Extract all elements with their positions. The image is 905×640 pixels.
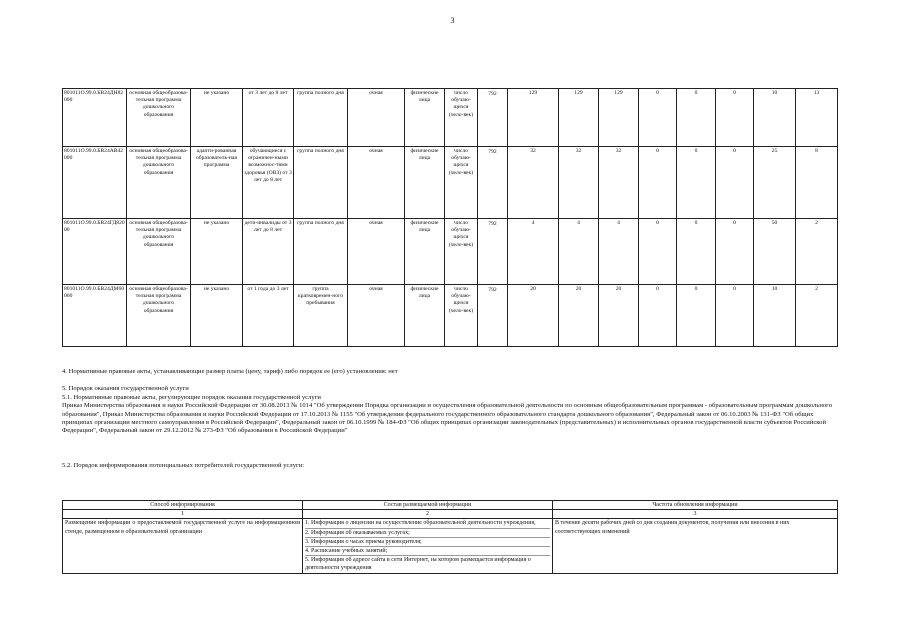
cell-consumer: физические лица <box>405 219 445 285</box>
cell-age: дети-инвалиды от 3 лет до 8 лет <box>243 219 294 285</box>
informing-number-row <box>63 510 838 519</box>
header-contents: Состав размещаемой информации <box>303 501 553 510</box>
cell-value: 0 <box>677 219 716 285</box>
content-item: 2. Информация об оказываемых услугах; <box>305 529 550 538</box>
cell-value: 32 <box>559 147 599 219</box>
cell-value: 129 <box>508 89 559 147</box>
cell-code: 801011О.99.0.БВ24ГД82000 <box>63 219 127 285</box>
cell-age: обучающиеся с ограничен-ными возможнос-тями здоровья (ОВЗ) от 3 лет до 8 лет <box>243 147 294 219</box>
service-volume-table <box>62 88 838 347</box>
cell-value: 4 <box>559 219 599 285</box>
cell-stay: группа полного дня <box>294 147 348 219</box>
header-method: Способ информирования <box>63 501 303 510</box>
section-5-1-title: 5.1. Нормативные правовые акты, регулирующие порядок оказания государственной услуги <box>62 393 321 401</box>
cell-value: 4 <box>599 219 639 285</box>
page-number: 3 <box>450 16 455 25</box>
cell-age: от 1 года до 3 лет <box>243 285 294 347</box>
cell-stay: группа полного дня <box>294 219 348 285</box>
cell-value: 0 <box>677 285 716 347</box>
cell-unit: число обучаю-щихся (чело-век) <box>445 219 478 285</box>
cell-unit: число обучаю-щихся (чело-век) <box>445 147 478 219</box>
table-row <box>63 219 838 285</box>
cell-okei: 792 <box>478 89 508 147</box>
cell-unit: число обучаю-щихся (чело-век) <box>445 89 478 147</box>
cell-form: очная <box>348 285 405 347</box>
cell-value: 0 <box>677 147 716 219</box>
number-1: 1 <box>63 510 303 519</box>
cell-value: 129 <box>559 89 599 147</box>
informing-contents <box>303 519 553 573</box>
cell-code: 801011О.99.0.БВ24ДН82000 <box>63 89 127 147</box>
cell-form: очная <box>348 89 405 147</box>
cell-value: 20 <box>559 285 599 347</box>
cell-value: 129 <box>599 89 639 147</box>
cell-value: 0 <box>639 89 677 147</box>
informing-data-row <box>63 519 838 573</box>
cell-program: основная общеобразова-тельная программа дошкольного образования <box>127 147 191 219</box>
table-row <box>63 147 838 219</box>
cell-value: 0 <box>716 89 754 147</box>
cell-value: 0 <box>716 147 754 219</box>
text-sections <box>62 368 837 470</box>
cell-consumer: физические лица <box>405 89 445 147</box>
cell-code: 801011О.99.0.БВ24АВ42000 <box>63 147 127 219</box>
cell-category: не указано <box>191 219 243 285</box>
cell-value: 2 <box>796 285 838 347</box>
cell-value: 20 <box>599 285 639 347</box>
number-2: 2 <box>303 510 553 519</box>
content-item: 1. Информация о лицензии на осуществление образовательной деятельности учреждения, <box>305 519 550 528</box>
cell-value: 13 <box>796 89 838 147</box>
informing-table <box>62 500 838 574</box>
cell-value: 10 <box>754 285 796 347</box>
cell-age: от 3 лет до 8 лет <box>243 89 294 147</box>
informing-method: Размещение информации о предоставляемой государственной услуге на информационном стенде, размещенном в образовательной организации <box>63 519 303 573</box>
cell-value: 0 <box>677 89 716 147</box>
cell-form: очная <box>348 219 405 285</box>
cell-value: 0 <box>639 219 677 285</box>
informing-header-row <box>63 501 838 510</box>
cell-consumer: физические лица <box>405 147 445 219</box>
header-frequency: Частота обновления информации <box>553 501 838 510</box>
cell-okei: 792 <box>478 219 508 285</box>
cell-value: 0 <box>639 147 677 219</box>
cell-value: 10 <box>754 89 796 147</box>
cell-category: не указано <box>191 285 243 347</box>
cell-stay: группа полного дня <box>294 89 348 147</box>
cell-okei: 792 <box>478 285 508 347</box>
cell-unit: число обучаю-щихся (чело-век) <box>445 285 478 347</box>
cell-program: основная общеобразова-тельная программа дошкольного образования <box>127 89 191 147</box>
cell-value: 32 <box>508 147 559 219</box>
cell-category: не указано <box>191 89 243 147</box>
content-item: 5. Информация об адресе сайта в сети Интернет, на котором размещается информация о деятельности учреждения <box>305 557 531 572</box>
cell-value: 0 <box>639 285 677 347</box>
cell-value: 20 <box>508 285 559 347</box>
content-item: 3. Информация о часах приема руководителя; <box>305 538 550 547</box>
table-row <box>63 285 838 347</box>
section-5-1-text: Приказ Министерства образования и науки Российской Федерации от 30.08.2013 № 1014 "Об утверждении Порядка организации и осуществления образовательной деятельности по основным общеобразовательным программам - образовательным программам дошкольного образования", Приказ Министерства образования и науки Российской Федерации от 17.10.2013 № 1155 "Об утверждении федерального государственного образовательного стандарта дошкольного образования", Федеральный закон от 06.10.2003 № 131-ФЗ "Об общих принципах организации местного самоуправления в Российской Федерации", Федеральный закон от 06.10.1999 № 184-ФЗ "Об общих принципах организации законодательных (представительных) и исполнительных органов государственной власти субъектов Российской Федерации", Федеральный закон от 29.12.2012 № 273-ФЗ "Об образовании в Российской Федерации" <box>62 402 833 435</box>
cell-form: очная <box>348 147 405 219</box>
informing-frequency: В течение десяти рабочих дней со дня создания документов, получения или внесения в них соответствующих изменений <box>553 519 838 573</box>
cell-value: 0 <box>716 285 754 347</box>
cell-value: 4 <box>508 219 559 285</box>
table-row <box>63 89 838 147</box>
cell-value: 0 <box>716 219 754 285</box>
cell-code: 801011О.99.0.БВ24ДМ60000 <box>63 285 127 347</box>
cell-value: 2 <box>796 219 838 285</box>
cell-stay: группа кратковремен-ного пребывания <box>294 285 348 347</box>
cell-value: 25 <box>754 147 796 219</box>
cell-value: 50 <box>754 219 796 285</box>
cell-value: 8 <box>796 147 838 219</box>
cell-value: 32 <box>599 147 639 219</box>
cell-program: основная общеобразова-тельная программа дошкольного образования <box>127 219 191 285</box>
number-3: 3 <box>553 510 838 519</box>
cell-consumer: физические лица <box>405 285 445 347</box>
content-item: 4. Расписание учебных занятий; <box>305 547 550 556</box>
section-5-2-title: 5.2. Порядок информирования потенциальных потребителей государственной услуги: <box>62 461 305 469</box>
cell-category: адапти-рованная образователь-ная программа <box>191 147 243 219</box>
cell-program: основная общеобразова-тельная программа дошкольного образования <box>127 285 191 347</box>
section-5-title: 5. Порядок оказания государственной услуги <box>62 385 189 393</box>
section-4: 4. Нормативные правовые акты, устанавливающие размер платы (цену, тариф) либо порядок ее (его) установления: нет <box>62 368 398 375</box>
cell-okei: 792 <box>478 147 508 219</box>
